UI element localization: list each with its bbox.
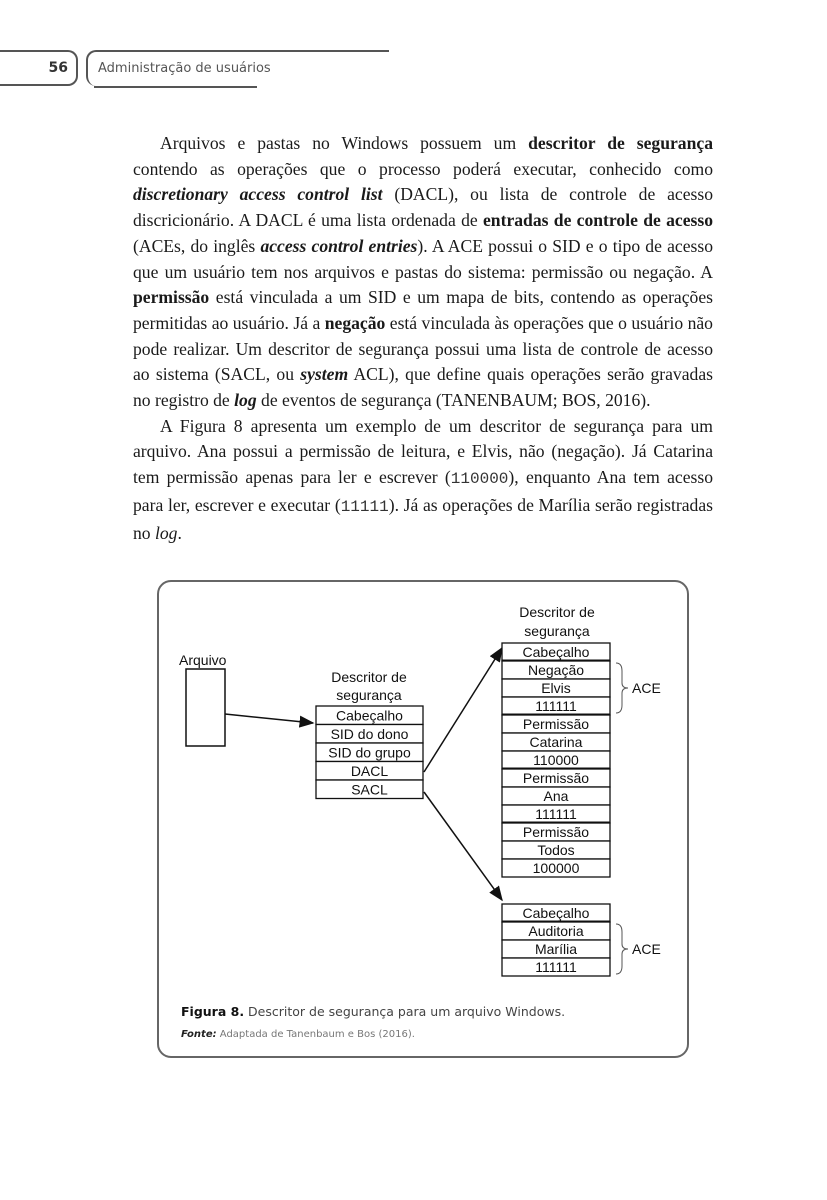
sacl-entry-label: 111111 (535, 959, 577, 975)
term-negacao: negação (324, 312, 386, 333)
term-ace: entradas de controle de acesso (483, 210, 713, 231)
text: ). A ACE possui o SID e o tipo de acesso que um usuário tem nos arquivos e pastas do sistema: permissão ou negação. A (133, 235, 713, 282)
text: ). Já as operações de Marília serão registradas no (133, 494, 713, 543)
security-descriptor-diagram (159, 582, 691, 1002)
caption-label: Figura 8. (181, 1004, 245, 1019)
term-permissao: permissão (133, 287, 210, 308)
paragraph-figura (133, 414, 713, 547)
file-box (186, 669, 225, 746)
descriptor-fields (316, 706, 423, 799)
page-number: 56 (48, 60, 68, 76)
source-text: Adaptada de Tanenbaum e Bos (2016). (216, 1029, 415, 1040)
code-bits: 110000 (450, 470, 509, 489)
source-label: Fonte: (181, 1029, 217, 1040)
dacl-entry-label: Permissão (522, 716, 590, 732)
ace-brace-icon (616, 924, 628, 974)
dacl-entry-label: Permissão (522, 824, 590, 840)
dacl-entry-label: Ana (543, 788, 569, 804)
dacl-entry-label: Elvis (541, 680, 571, 696)
descriptor-title: segurança (336, 687, 402, 703)
term-system: system (300, 364, 349, 385)
text: de eventos de segurança (TANENBAUM; BOS, 2016). (256, 390, 651, 411)
sacl-entry-label: Auditoria (528, 923, 584, 939)
chapter-title: Administração de usuários (98, 61, 271, 76)
dacl-title: Descritor de (519, 604, 595, 620)
descriptor-field-label: SID do grupo (328, 744, 411, 761)
dacl-entry-label: 100000 (532, 860, 580, 876)
dacl-entry-label: Todos (537, 842, 575, 858)
text: está vinculada às operações que o usuário não pode realizar. Um descritor de segurança possui uma lista de controle de acesso ao sistema (SACL, ou (133, 312, 713, 385)
ace-label: ACE (632, 941, 661, 957)
descriptor-field-label: SID do dono (330, 726, 409, 742)
ace-brace-icon (616, 663, 628, 713)
figure-source (181, 1029, 415, 1040)
text: (DACL), ou lista de controle de acesso discricionário. A DACL é uma lista ordenada de (133, 184, 713, 231)
text: A Figura 8 apresenta um exemplo de um descritor de segurança para um arquivo. Ana possui a permissão de leitura, e Elvis, não (negação). Já Catarina tem permissão apenas para ler e escrever ( (133, 415, 713, 488)
dacl-header-label: Cabeçalho (522, 644, 590, 660)
descriptor-field-label: Cabeçalho (336, 707, 403, 724)
body-text (133, 131, 713, 546)
arrow-dacl (424, 648, 502, 772)
text: (ACEs, do inglês (133, 235, 261, 256)
figure-8 (157, 580, 689, 1058)
arrow-sacl (424, 792, 502, 900)
dacl-list (502, 643, 661, 877)
descriptor-field-label: DACL (350, 763, 389, 779)
text: ), enquanto Ana tem acesso para ler, escrever e executar ( (133, 467, 713, 515)
chapter-header (86, 50, 389, 86)
term-dacl: discretionary access control list (133, 184, 383, 205)
text: ACL), que define quais operações serão gravadas no registro de (133, 364, 713, 411)
term-ace-en: access control entries (260, 235, 418, 256)
dacl-entry-label: Catarina (529, 734, 583, 750)
page-number-tab (0, 50, 78, 86)
caption-text: Descritor de segurança para um arquivo Windows. (244, 1004, 566, 1019)
text: . (177, 522, 182, 543)
dacl-title: segurança (524, 623, 590, 639)
sacl-header-label: Cabeçalho (522, 905, 590, 921)
code-bits: 11111 (340, 497, 389, 516)
descriptor-title: Descritor de (331, 669, 407, 685)
term-descritor: descritor de segurança (528, 133, 713, 153)
figure-caption (181, 1004, 565, 1019)
ace-label: ACE (632, 680, 661, 696)
sacl-entry-label: Marília (534, 941, 578, 957)
dacl-entry-label: 110000 (533, 752, 579, 768)
descriptor-field-label: SACL (351, 781, 388, 798)
text: contendo as operações que o processo poderá executar, conhecido como (133, 158, 713, 179)
term-log: log (155, 522, 178, 543)
term-log: log (234, 390, 257, 411)
file-label: Arquivo (179, 652, 227, 668)
paragraph-descritor (133, 131, 713, 414)
arrow-file-to-descriptor (225, 714, 313, 723)
text: está vinculada a um SID e um mapa de bits, contendo as operações permitidas ao usuário. Já a (133, 287, 713, 333)
dacl-entry-label: 111111 (535, 698, 577, 714)
text: Arquivos e pastas no Windows possuem um (160, 133, 529, 153)
sacl-list (502, 904, 661, 976)
dacl-entry-label: Negação (527, 662, 585, 678)
dacl-entry-label: Permissão (522, 770, 590, 786)
dacl-entry-label: 111111 (535, 806, 577, 822)
